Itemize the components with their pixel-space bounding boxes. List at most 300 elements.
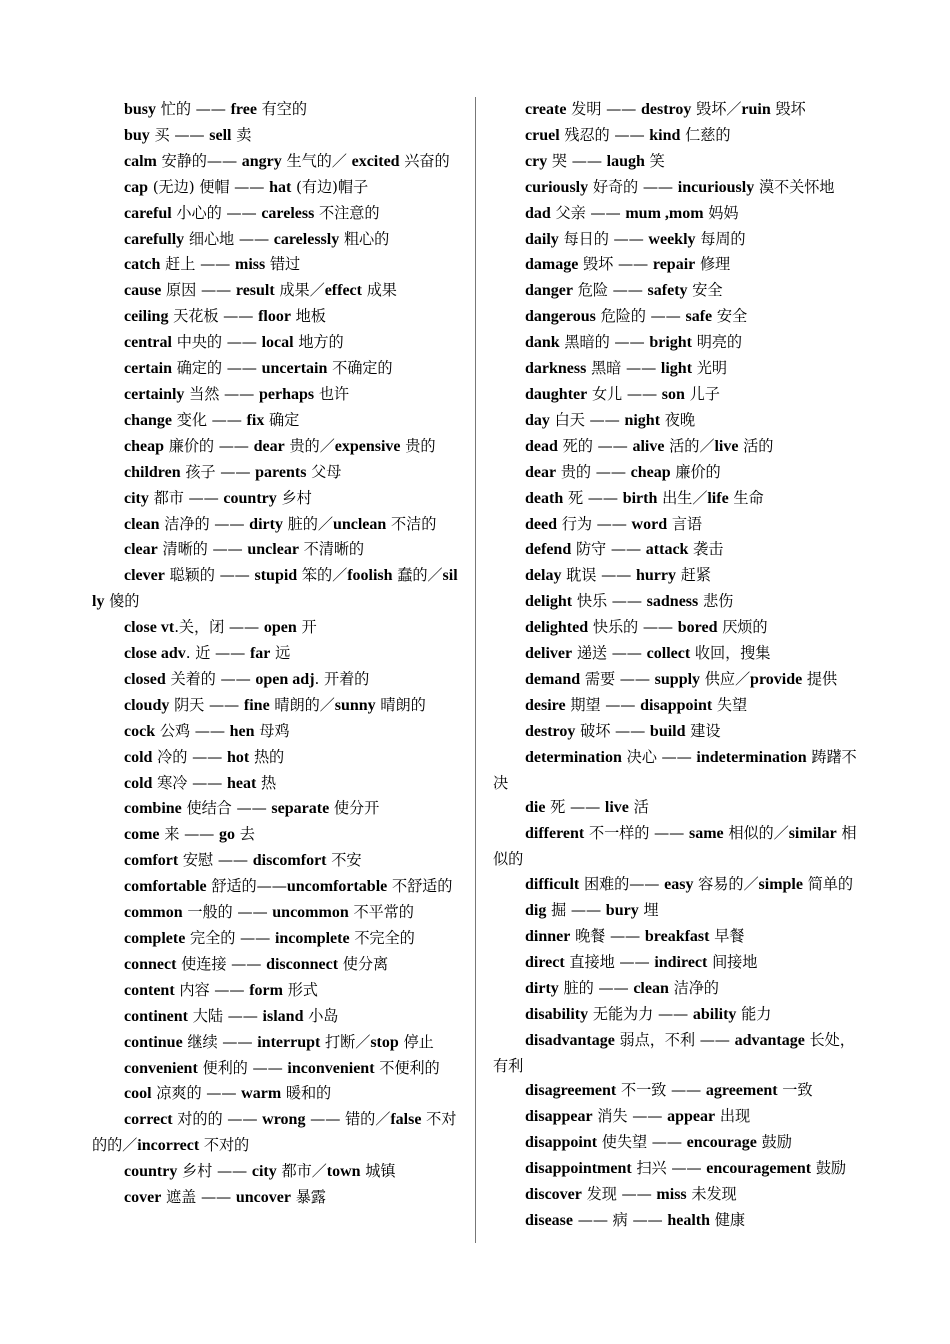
chinese-gloss: —— 病 —— — [573, 1210, 668, 1229]
chinese-gloss: 买 —— — [149, 125, 210, 144]
vocab-entry — [92, 1004, 462, 1030]
chinese-gloss: 残忍的 —— — [559, 125, 650, 144]
chinese-gloss: 死 —— — [563, 488, 623, 507]
english-word: destroy — [641, 101, 692, 118]
chinese-gloss: 确定 — [264, 410, 300, 429]
english-word: inconvenient — [287, 1059, 375, 1077]
chinese-gloss: 夜晚 — [660, 410, 695, 429]
english-word: comfortable — [124, 878, 207, 896]
vocab-entry — [92, 1081, 462, 1107]
english-word: daughter — [525, 385, 588, 403]
english-word: disappoint — [525, 1134, 598, 1152]
english-word: demand — [525, 670, 581, 688]
vocab-entry — [92, 123, 462, 149]
english-word: dangerous — [525, 308, 596, 326]
chinese-gloss: 小心的 —— — [171, 203, 262, 222]
english-word: uncommon — [272, 904, 349, 922]
english-word: supply — [654, 670, 701, 688]
vocab-entry — [493, 330, 863, 356]
english-word: desire — [525, 696, 566, 714]
english-word: careful — [124, 204, 172, 222]
english-word: disappear — [525, 1108, 593, 1126]
right-column — [493, 97, 863, 1234]
chinese-gloss: 不对的的／ — [92, 1110, 457, 1155]
english-word: different — [525, 825, 585, 843]
chinese-gloss: 耽误 —— — [561, 566, 636, 585]
vocab-entry — [92, 537, 462, 563]
english-word: certainly — [124, 385, 185, 403]
chinese-gloss: 廉价的 —— — [164, 436, 254, 455]
english-word: miss — [234, 256, 266, 274]
vocab-entry — [92, 719, 462, 745]
chinese-gloss: 不平常的 — [348, 903, 414, 922]
vocab-entry — [92, 512, 462, 538]
english-word: sadness — [646, 593, 699, 611]
english-word: incorrect — [137, 1137, 200, 1155]
english-word: sell — [209, 126, 232, 144]
chinese-gloss: (有边)帽子 — [291, 177, 369, 196]
vocab-entry — [493, 252, 863, 278]
chinese-gloss: 都市／ — [276, 1162, 327, 1181]
chinese-gloss: 继续 —— — [182, 1032, 258, 1051]
chinese-gloss: 发现 —— — [581, 1185, 657, 1204]
chinese-gloss: 贵的／ — [284, 436, 335, 455]
chinese-gloss: 无能为力 —— — [588, 1004, 693, 1023]
english-word: cock — [124, 722, 156, 740]
english-word: delay — [525, 567, 562, 585]
chinese-gloss: 直接地 —— — [564, 952, 655, 971]
chinese-gloss: 地板 — [290, 307, 326, 326]
chinese-gloss: 每日的 —— — [558, 229, 649, 248]
chinese-gloss: 能力 — [736, 1004, 772, 1023]
english-word: sunny — [334, 696, 376, 714]
chinese-gloss: 困难的—— — [579, 875, 665, 894]
chinese-gloss: 赶紧 — [676, 566, 711, 585]
english-word: live — [714, 437, 739, 455]
chinese-gloss: 需要 —— — [580, 669, 655, 688]
chinese-gloss: 原因 —— — [161, 281, 236, 300]
english-word: buy — [124, 126, 150, 144]
english-word: defend — [525, 541, 572, 559]
chinese-gloss: 安慰 —— — [178, 851, 253, 870]
chinese-gloss: 暖和的 — [281, 1084, 332, 1103]
chinese-gloss: 间接地 — [707, 952, 758, 971]
english-word: clear — [124, 541, 158, 559]
english-word: parents — [255, 463, 307, 481]
chinese-gloss: 妈妈 — [703, 203, 739, 222]
chinese-gloss: 快乐的 —— — [588, 618, 678, 637]
chinese-gloss: 去 — [234, 825, 255, 844]
chinese-gloss: 毁坏／ — [691, 100, 742, 118]
chinese-gloss: 建设 — [685, 721, 721, 740]
chinese-gloss: 早餐 — [709, 927, 745, 945]
english-word: die — [525, 799, 546, 817]
chinese-gloss: 毁坏 —— — [578, 255, 653, 274]
chinese-gloss: 使失望 —— — [597, 1133, 687, 1152]
vocab-entry — [92, 848, 462, 874]
chinese-gloss: 来 —— — [159, 825, 219, 844]
english-word: hurry — [636, 567, 676, 585]
english-word: weekly — [648, 230, 696, 248]
english-word: clean — [633, 979, 669, 997]
english-word: foolish — [347, 567, 393, 585]
english-word: city — [251, 1163, 277, 1181]
english-word: advantage — [734, 1031, 805, 1049]
vocab-entry — [493, 641, 863, 667]
english-word: deed — [525, 515, 557, 533]
english-word: fine — [243, 696, 270, 714]
chinese-gloss: 公鸡 —— — [155, 721, 230, 740]
chinese-gloss: 防守 —— — [571, 540, 646, 559]
english-word: ability — [692, 1005, 737, 1023]
chinese-gloss: 容易的／ — [693, 875, 759, 894]
vocab-entry — [92, 97, 462, 123]
vocab-entry — [92, 900, 462, 926]
english-word: mum ,mom — [625, 204, 704, 222]
chinese-gloss: 不完全的 — [349, 929, 415, 947]
english-word: fix — [246, 411, 265, 429]
chinese-gloss: 孩子 —— — [180, 462, 256, 481]
vocab-entry — [493, 1104, 863, 1130]
english-word: common — [124, 904, 183, 922]
chinese-gloss: 期望 —— — [565, 695, 641, 714]
english-word: disappoint — [640, 696, 713, 714]
english-word: warm — [241, 1085, 282, 1103]
vocab-entry — [92, 641, 462, 667]
chinese-gloss: 安全 — [712, 307, 748, 326]
chinese-gloss: 冷的 —— — [152, 747, 227, 766]
english-word: destroy — [525, 722, 576, 740]
vocab-entry — [92, 356, 462, 382]
english-word: light — [660, 360, 693, 378]
chinese-gloss: 危险 —— — [573, 281, 648, 300]
chinese-gloss: 清晰的 —— — [157, 540, 248, 559]
chinese-gloss: 毁坏 — [770, 100, 806, 118]
vocab-entry — [493, 693, 863, 719]
chinese-gloss: . 近 —— — [185, 644, 250, 663]
chinese-gloss: 使分开 — [329, 799, 380, 818]
english-word: close adv — [124, 645, 186, 663]
vocab-entry — [92, 796, 462, 822]
english-word: dear — [253, 437, 285, 455]
chinese-gloss: 脏的／ — [282, 514, 333, 533]
vocab-entry — [493, 512, 863, 538]
vocab-entry — [493, 278, 863, 304]
vocab-entry — [493, 821, 863, 872]
english-word: island — [262, 1007, 304, 1025]
vocab-entry — [493, 175, 863, 201]
chinese-gloss: 安静的—— — [156, 151, 242, 170]
english-word: dank — [525, 334, 560, 352]
chinese-gloss: 扫兴 —— — [631, 1159, 707, 1178]
english-word: disagreement — [525, 1082, 617, 1100]
chinese-gloss: 晴朗的 — [375, 695, 426, 714]
vocab-entry — [92, 252, 462, 278]
english-word: wrong — [262, 1111, 306, 1129]
chinese-gloss: 也许 — [314, 384, 349, 403]
english-word: clean — [124, 515, 160, 533]
english-word: carefully — [124, 230, 185, 248]
english-word: silly — [92, 567, 458, 611]
english-word: children — [124, 463, 181, 481]
chinese-gloss: 掘 —— — [546, 901, 606, 920]
english-word: connect — [124, 955, 177, 973]
english-word: attack — [645, 541, 689, 559]
vocab-entry — [92, 486, 462, 512]
english-word: angry — [241, 152, 282, 170]
chinese-gloss: 危险的 —— — [595, 307, 686, 326]
english-word: delighted — [525, 619, 589, 637]
vocab-entry — [493, 1182, 863, 1208]
english-word: discomfort — [252, 852, 327, 870]
chinese-gloss: 天花板 —— — [168, 307, 259, 326]
chinese-gloss: 埋 — [638, 901, 659, 920]
chinese-gloss: 使结合 —— — [181, 799, 272, 818]
vocab-entry — [92, 227, 462, 253]
vocab-entry — [92, 952, 462, 978]
vocab-entry — [92, 201, 462, 227]
english-word: dirty — [525, 979, 559, 997]
english-word: son — [661, 385, 685, 403]
chinese-gloss: 热的 — [249, 747, 285, 766]
chinese-gloss: 暴露 — [290, 1188, 326, 1207]
chinese-gloss: 不清晰的 — [298, 540, 364, 559]
chinese-gloss: 父亲 —— — [550, 203, 626, 222]
chinese-gloss: 活的／ — [664, 436, 715, 455]
vocab-entry — [493, 795, 863, 821]
vocab-entry — [493, 408, 863, 434]
chinese-gloss: 袭击 — [688, 540, 724, 559]
chinese-gloss: 确定的 —— — [171, 359, 262, 378]
chinese-gloss: 简单的 — [802, 875, 853, 894]
chinese-gloss: 城镇 — [360, 1162, 396, 1181]
vocab-entry — [92, 149, 462, 175]
english-word: close vt — [124, 619, 175, 637]
vocab-entry — [92, 978, 462, 1004]
english-word: floor — [258, 308, 291, 326]
english-word: cover — [124, 1189, 162, 1207]
vocab-entry — [493, 745, 863, 796]
english-word: cheap — [630, 463, 671, 481]
chinese-gloss: 女儿 —— — [587, 384, 662, 403]
chinese-gloss: 错过 — [265, 255, 301, 274]
chinese-gloss: 黑暗 —— — [586, 359, 661, 378]
vocab-entry — [92, 408, 462, 434]
english-word: live — [604, 799, 629, 817]
english-word: perhaps — [258, 385, 315, 403]
english-word: cloudy — [124, 696, 170, 714]
english-word: deliver — [525, 645, 573, 663]
vocab-entry — [92, 693, 462, 719]
chinese-gloss: 死的 —— — [557, 436, 633, 455]
vocab-entry — [92, 382, 462, 408]
chinese-gloss: 不注意的 — [314, 203, 380, 222]
chinese-gloss: 长处，有利 — [493, 1030, 855, 1075]
chinese-gloss: 不安 — [326, 851, 362, 870]
english-word: darkness — [525, 360, 587, 378]
chinese-gloss: 明亮的 — [692, 333, 742, 352]
chinese-gloss: 粗心的 — [339, 229, 390, 248]
vocab-entry — [493, 1002, 863, 1028]
english-word: indetermination — [696, 748, 807, 766]
english-word: birth — [622, 489, 658, 507]
chinese-gloss: 生气的／ — [281, 151, 352, 170]
english-word: cool — [124, 1085, 152, 1103]
chinese-gloss: 热 — [256, 773, 277, 792]
chinese-gloss: 破坏 —— — [575, 721, 650, 740]
chinese-gloss: 使分离 — [338, 954, 389, 973]
english-word: change — [124, 411, 172, 429]
vocab-entry — [493, 97, 863, 123]
chinese-gloss: 兴奋的 — [399, 151, 450, 170]
chinese-gloss: 相似的 — [493, 824, 857, 869]
chinese-gloss: 好奇的 —— — [588, 177, 678, 196]
chinese-gloss: 成果／ — [274, 281, 325, 300]
chinese-gloss: 有空的 — [256, 100, 307, 118]
english-word: hat — [269, 178, 292, 196]
english-word: encouragement — [706, 1160, 812, 1178]
vocab-entry — [493, 924, 863, 950]
chinese-gloss: 凉爽的 —— — [151, 1084, 242, 1103]
english-word: danger — [525, 282, 573, 300]
english-word: go — [218, 826, 235, 844]
english-word: dad — [525, 204, 551, 222]
english-word: country — [124, 1163, 178, 1181]
english-word: determination — [525, 748, 622, 766]
english-word: daily — [525, 230, 559, 248]
chinese-gloss: 廉价的 — [670, 462, 721, 481]
chinese-gloss: 父母 — [306, 462, 342, 481]
chinese-gloss: 地方的 — [293, 333, 344, 352]
english-word: dear — [525, 463, 557, 481]
chinese-gloss: 贵的 — [400, 436, 436, 455]
vocab-entry — [493, 382, 863, 408]
vocab-entry — [92, 745, 462, 771]
chinese-gloss: 笨的／ — [297, 566, 348, 585]
vocab-entry — [493, 123, 863, 149]
english-word: uncomfortable — [286, 878, 388, 896]
chinese-gloss: 踌躇不决 — [493, 747, 857, 792]
vocab-entry — [92, 1159, 462, 1185]
english-word: convenient — [124, 1059, 198, 1077]
english-word: cold — [124, 774, 153, 792]
chinese-gloss: 蠢的／ — [392, 566, 443, 585]
vocab-entry — [493, 1208, 863, 1234]
chinese-gloss: 弱点，不利 —— — [614, 1030, 735, 1049]
vocab-entry — [493, 304, 863, 330]
chinese-gloss: 寒冷 —— — [152, 773, 227, 792]
vocab-entry — [493, 149, 863, 175]
vocab-entry — [92, 1056, 462, 1082]
vocab-entry — [493, 434, 863, 460]
english-word: ruin — [741, 101, 771, 118]
english-word: excited — [351, 152, 400, 170]
vocab-entry — [493, 227, 863, 253]
chinese-gloss: 出生／ — [657, 488, 708, 507]
english-word: closed — [124, 670, 166, 688]
english-word: free — [230, 101, 257, 118]
english-word: unclean — [332, 515, 387, 533]
chinese-gloss: 每周的 — [695, 229, 746, 248]
english-word: collect — [646, 645, 691, 663]
english-word: build — [649, 722, 686, 740]
english-word: central — [124, 334, 172, 352]
english-word: health — [667, 1211, 711, 1229]
chinese-gloss: 晴朗的／ — [269, 695, 335, 714]
chinese-gloss: 鼓励 — [756, 1133, 792, 1152]
chinese-gloss: 聪颖的 —— — [164, 566, 255, 585]
chinese-gloss: 远 — [270, 644, 291, 663]
chinese-gloss: 供应／ — [700, 669, 751, 688]
english-word: open — [263, 619, 297, 637]
vocab-entry — [92, 667, 462, 693]
english-word: catch — [124, 256, 161, 274]
chinese-gloss: 健康 — [710, 1210, 745, 1229]
chinese-gloss: 晚餐 —— — [570, 927, 645, 945]
english-word: appear — [667, 1108, 716, 1126]
english-word: city — [124, 489, 149, 507]
vocab-entry — [493, 976, 863, 1002]
chinese-gloss: 内容 —— — [174, 980, 250, 999]
english-word: complete — [124, 930, 186, 947]
chinese-gloss: 关着的 —— — [165, 669, 256, 688]
chinese-gloss: 递送 —— — [572, 644, 647, 663]
chinese-gloss: 收回，搜集 — [690, 644, 771, 663]
chinese-gloss: 中央的 —— — [171, 333, 262, 352]
english-word: interrupt — [257, 1033, 321, 1051]
vocab-entry — [92, 434, 462, 460]
chinese-gloss: 完全的 —— — [185, 929, 275, 947]
english-word: alive — [632, 437, 665, 455]
chinese-gloss: 乡村 —— — [177, 1162, 252, 1181]
chinese-gloss: 行为 —— — [557, 514, 632, 533]
vocab-entry — [493, 950, 863, 976]
english-word: bored — [677, 619, 718, 637]
left-column — [92, 97, 462, 1211]
chinese-gloss: 白天 —— — [549, 410, 625, 429]
english-word: dig — [525, 902, 547, 920]
english-word: dirty — [249, 515, 283, 533]
english-word: damage — [525, 256, 579, 274]
english-word: unclear — [247, 541, 299, 559]
chinese-gloss: 活的 — [738, 436, 774, 455]
english-word: ceiling — [124, 308, 169, 326]
english-word: far — [249, 645, 271, 663]
vocab-entry — [493, 1130, 863, 1156]
chinese-gloss: 不一致 —— — [616, 1081, 706, 1100]
chinese-gloss: (无边) 便帽 —— — [148, 177, 270, 196]
english-word: create — [525, 101, 567, 118]
chinese-gloss: 相似的／ — [723, 824, 789, 843]
chinese-gloss: 卖 — [231, 125, 252, 144]
chinese-gloss: 洁净的 — [668, 978, 719, 997]
english-word: clever — [124, 567, 165, 585]
chinese-gloss: 厌烦的 — [717, 618, 768, 637]
vocab-entry — [493, 615, 863, 641]
english-word: certain — [124, 360, 172, 378]
chinese-gloss: —— 错的／ — [305, 1110, 391, 1129]
english-word: correct — [124, 1111, 173, 1129]
english-word: day — [525, 411, 550, 429]
english-word: uncover — [235, 1189, 291, 1207]
vocab-entry — [92, 1107, 462, 1159]
english-word: combine — [124, 800, 182, 818]
chinese-gloss: 决心 —— — [621, 747, 697, 766]
chinese-gloss: 阴天 —— — [169, 695, 244, 714]
vocab-entry — [493, 719, 863, 745]
english-word: cause — [124, 282, 162, 300]
english-word: disadvantage — [525, 1031, 615, 1049]
